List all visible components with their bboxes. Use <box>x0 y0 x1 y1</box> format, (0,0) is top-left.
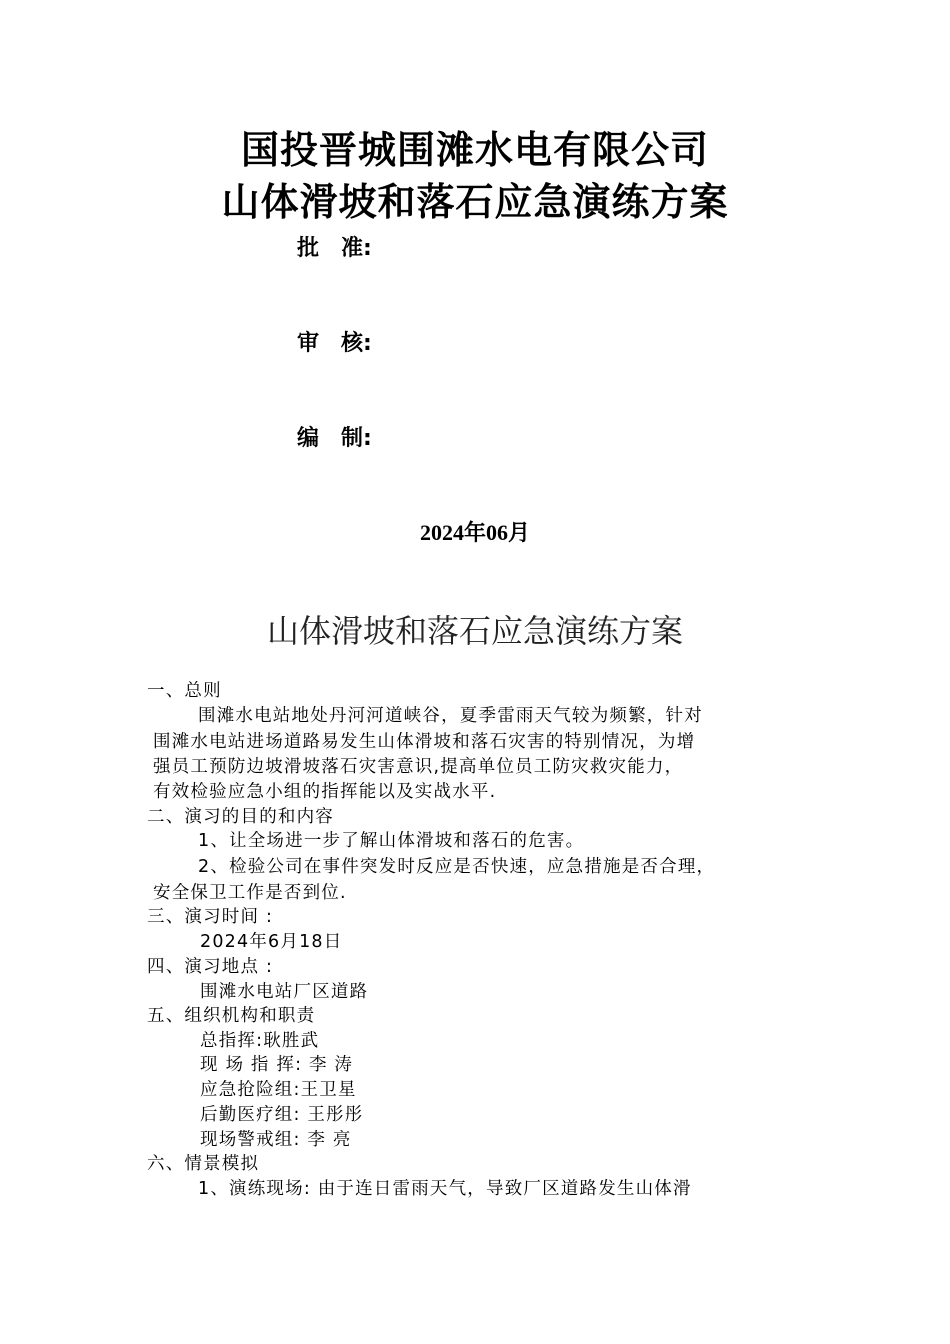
cover-title-plan: 山体滑坡和落石应急演练方案 <box>221 180 729 224</box>
section-heading-time: 三、演习时间 : <box>147 907 274 927</box>
section-heading-purpose: 二、演习的目的和内容 <box>147 807 334 827</box>
role-line: 应急抢险组:王卫星 <box>200 1080 357 1100</box>
cover-date: 2024年06月 <box>419 520 530 545</box>
paragraph-line: 2、检验公司在事件突发时反应是否快速，应急措施是否合理， <box>198 857 716 877</box>
compile-label: 编 制: <box>297 426 372 451</box>
paragraph-line: 安全保卫工作是否到位. <box>153 883 347 903</box>
paragraph-line: 1、让全场进一步了解山体滑坡和落石的危害。 <box>198 831 585 851</box>
role-line: 现 场 指 挥: 李 涛 <box>200 1055 354 1075</box>
body-title: 山体滑坡和落石应急演练方案 <box>266 612 683 650</box>
drill-location: 围滩水电站厂区道路 <box>200 982 369 1002</box>
paragraph-line: 围滩水电站进场道路易发生山体滑坡和落石灾害的特别情况，为增 <box>153 732 696 752</box>
role-line: 现场警戒组: 李 亮 <box>200 1130 352 1150</box>
cover-title-company: 国投晋城围滩水电有限公司 <box>240 128 709 172</box>
section-heading-organization: 五、组织机构和职责 <box>147 1006 316 1026</box>
role-line: 总指挥:耿胜武 <box>200 1031 320 1051</box>
paragraph-line: 有效检验应急小组的指挥能以及实战水平. <box>153 782 497 802</box>
section-heading-scenario: 六、情景模拟 <box>147 1154 260 1174</box>
role-line: 后勤医疗组: 王彤彤 <box>200 1105 364 1125</box>
paragraph-line: 强员工预防边坡滑坡落石灾害意识,提高单位员工防灾救灾能力， <box>153 757 684 777</box>
paragraph-line: 围滩水电站地处丹河河道峡谷，夏季雷雨天气较为频繁，针对 <box>198 706 703 726</box>
section-heading-general: 一、总则 <box>147 681 222 701</box>
paragraph-line: 1、演练现场: 由于连日雷雨天气，导致厂区道路发生山体滑 <box>198 1179 692 1199</box>
drill-date: 2024年6月18日 <box>200 932 343 952</box>
section-heading-location: 四、演习地点 : <box>147 957 274 977</box>
review-label: 审 核: <box>297 331 372 356</box>
approve-label: 批 准: <box>297 236 372 261</box>
